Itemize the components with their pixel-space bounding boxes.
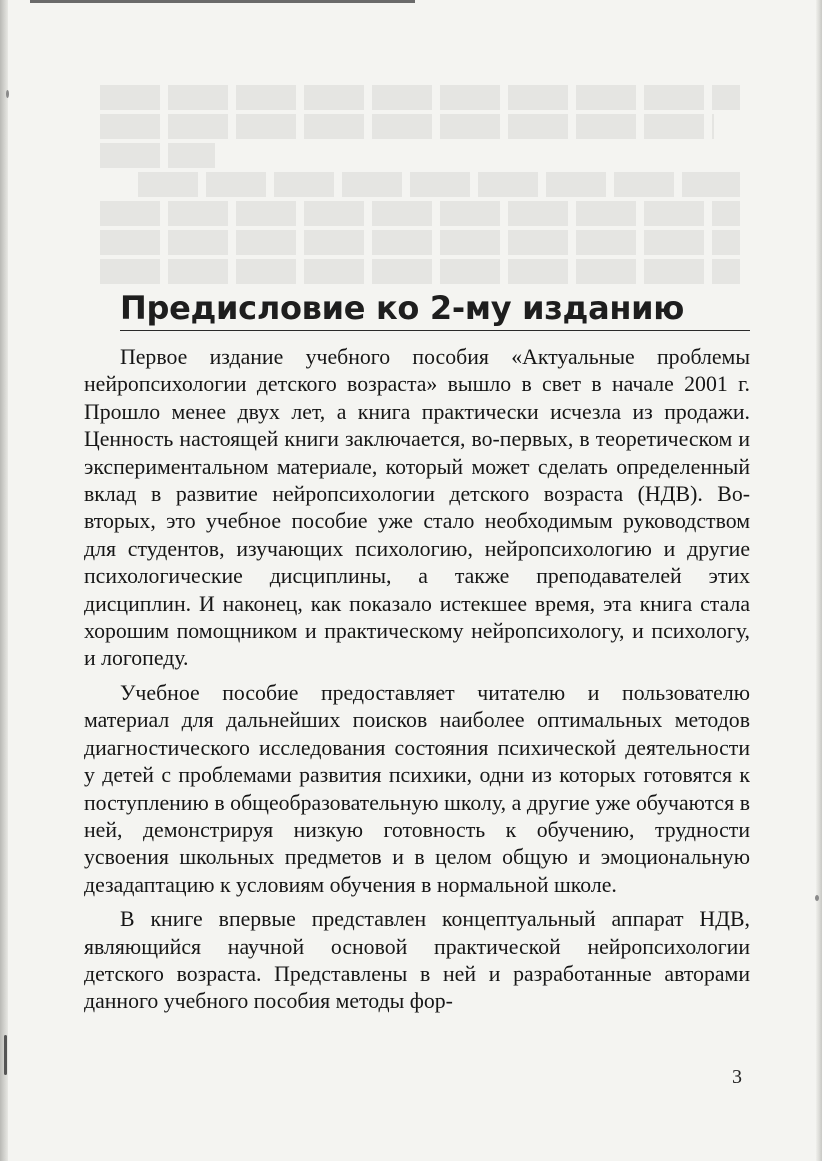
section-heading: Предисловие ко 2-му изданию <box>120 289 685 327</box>
paragraph-3: В книге впервые представлен концептуальный аппарат НДВ, являющийся научной основой практической нейропсихологии детского возраста. Представлены в ней и разработанные авторами данного учебного пособия методы фор- <box>84 907 750 1014</box>
heading-underline <box>120 330 750 331</box>
scan-top-edge <box>30 0 415 3</box>
scan-speck <box>6 90 9 98</box>
scan-speck <box>815 895 819 901</box>
body-text <box>84 344 750 1023</box>
paragraph-2: Учебное пособие предоставляет читателю и пользователю материал для дальнейших поисков наиболее оптимальных методов диагностического исследования состояния психической деятельности у детей с проблемами развития психики, одни из которых готовятся к поступлению в общеобразовательную школу, а другие уже обучаются в ней, демонстрируя низкую готовность к обучению, трудности усвоения школьных предметов и в целом общую и эмоциональную дезадаптацию к условиям обучения в нормальной школе. <box>84 680 750 897</box>
scan-left-edge <box>0 0 8 1161</box>
scan-speck <box>4 1035 7 1075</box>
page-number: 3 <box>732 1066 742 1088</box>
paragraph-1: Первое издание учебного пособия «Актуальные проблемы нейропсихологии детского возраста» вышло в свет в начале 2001 г. Прошло менее двух лет, а книга практически исчезла из продажи. Ценность настоящей книги заключается, во-первых, в теоретическом и экспериментальном материале, который может сделать определенный вклад в развитие нейропсихологии детского возраста (НДВ). Во-вторых, это учебное пособие уже стало необходимым руководством для студентов, изучающих психологию, нейропсихологию и другие психологические дисциплины, а также преподавателей этих дисциплин. И наконец, как показало истекшее время, эта книга стала хорошим помощником и практическому нейропсихологу, и психологу, и логопеду. <box>84 345 750 671</box>
bleed-through-shadow <box>100 85 740 305</box>
scan-right-edge <box>816 0 822 1161</box>
